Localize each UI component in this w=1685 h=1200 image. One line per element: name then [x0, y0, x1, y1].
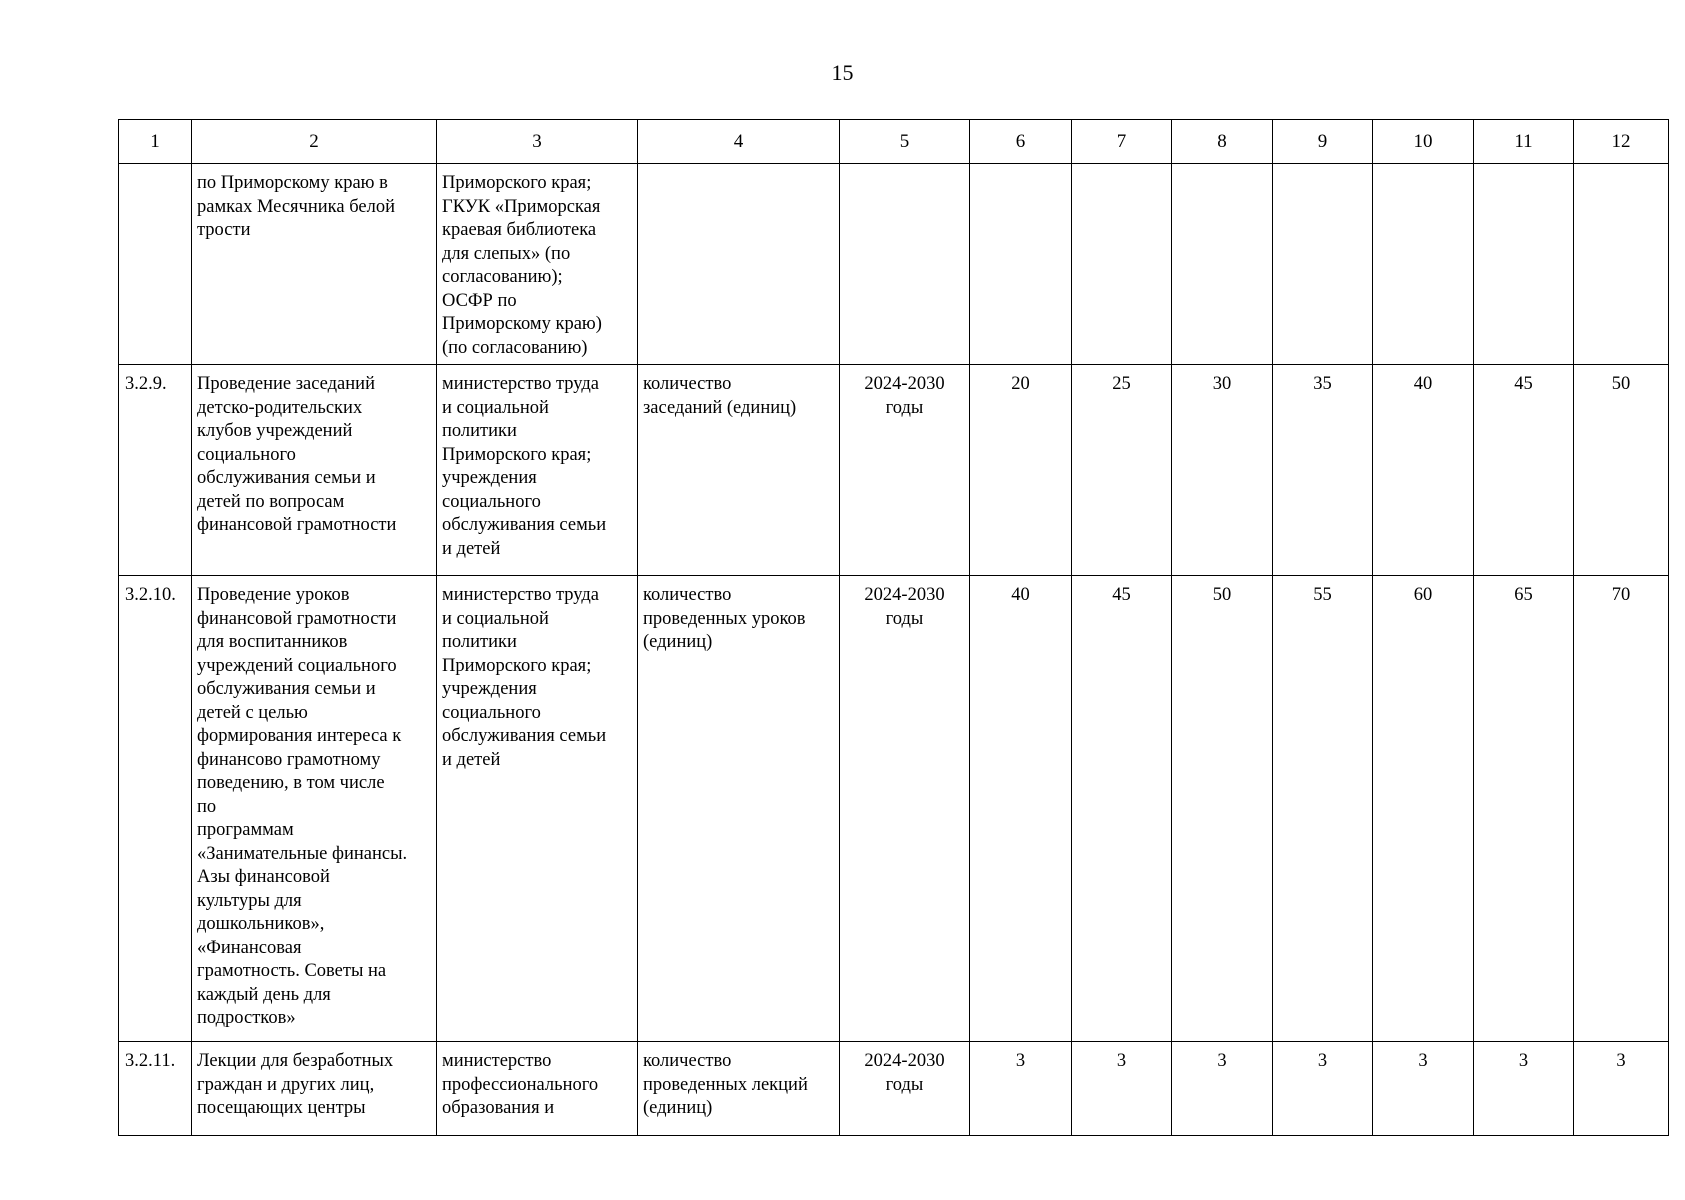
value-cell: 3 [970, 1042, 1072, 1136]
executor-cell: министерство профессионального образования и [437, 1042, 638, 1136]
value-cell: 45 [1474, 365, 1574, 576]
value-cell: 3 [1474, 1042, 1574, 1136]
indicator-cell: количество заседаний (единиц) [638, 365, 840, 576]
item-number: 3.2.10. [119, 576, 192, 1042]
executor-cell: Приморского края; ГКУК «Приморская краевая библиотека для слепых» (по согласованию); ОСФР по Приморскому краю) (по согласованию) [437, 164, 638, 365]
table-header-row [119, 120, 1669, 164]
value-cell [1072, 164, 1172, 365]
column-header: 7 [1072, 120, 1172, 164]
measures-table [118, 119, 1669, 1136]
value-cell: 3 [1273, 1042, 1373, 1136]
event-cell: Проведение заседаний детско-родительских клубов учреждений социального обслуживания семьи и детей по вопросам финансовой грамотности [192, 365, 437, 576]
value-cell: 50 [1172, 576, 1273, 1042]
value-cell: 3 [1574, 1042, 1669, 1136]
column-header: 2 [192, 120, 437, 164]
value-cell: 40 [1373, 365, 1474, 576]
period-cell: 2024-2030 годы [840, 1042, 970, 1136]
item-number [119, 164, 192, 365]
value-cell: 3 [1373, 1042, 1474, 1136]
event-cell: Проведение уроков финансовой грамотности для воспитанников учреждений социального обслуживания семьи и детей с целью формирования интереса к финансово грамотному поведению, в том числе по программам «Занимательные финансы. Азы финансовой культуры для дошкольников», «Финансовая грамотность. Советы на каждый день для подростков» [192, 576, 437, 1042]
executor-cell: министерство труда и социальной политики Приморского края; учреждения социального обслуживания семьи и детей [437, 576, 638, 1042]
indicator-cell [638, 164, 840, 365]
item-number: 3.2.9. [119, 365, 192, 576]
column-header: 5 [840, 120, 970, 164]
value-cell: 45 [1072, 576, 1172, 1042]
period-cell: 2024-2030 годы [840, 365, 970, 576]
column-header: 11 [1474, 120, 1574, 164]
column-header: 8 [1172, 120, 1273, 164]
value-cell: 30 [1172, 365, 1273, 576]
value-cell: 40 [970, 576, 1072, 1042]
value-cell: 60 [1373, 576, 1474, 1042]
table-row [119, 576, 1669, 1042]
value-cell: 3 [1172, 1042, 1273, 1136]
value-cell: 35 [1273, 365, 1373, 576]
column-header: 3 [437, 120, 638, 164]
item-number: 3.2.11. [119, 1042, 192, 1136]
value-cell [1172, 164, 1273, 365]
column-header: 12 [1574, 120, 1669, 164]
value-cell [1273, 164, 1373, 365]
executor-cell: министерство труда и социальной политики Приморского края; учреждения социального обслуживания семьи и детей [437, 365, 638, 576]
value-cell [1474, 164, 1574, 365]
value-cell: 50 [1574, 365, 1669, 576]
value-cell [1574, 164, 1669, 365]
column-header: 6 [970, 120, 1072, 164]
period-cell [840, 164, 970, 365]
page-number: 15 [831, 60, 854, 85]
value-cell: 70 [1574, 576, 1669, 1042]
value-cell [1373, 164, 1474, 365]
value-cell: 3 [1072, 1042, 1172, 1136]
column-header: 9 [1273, 120, 1373, 164]
table-row [119, 164, 1669, 365]
value-cell: 20 [970, 365, 1072, 576]
indicator-cell: количество проведенных уроков (единиц) [638, 576, 840, 1042]
value-cell: 55 [1273, 576, 1373, 1042]
indicator-cell: количество проведенных лекций (единиц) [638, 1042, 840, 1136]
value-cell: 65 [1474, 576, 1574, 1042]
table-row [119, 365, 1669, 576]
value-cell [970, 164, 1072, 365]
column-header: 1 [119, 120, 192, 164]
event-cell: Лекции для безработных граждан и других лиц, посещающих центры [192, 1042, 437, 1136]
event-cell: по Приморскому краю в рамках Месячника белой трости [192, 164, 437, 365]
table-row [119, 1042, 1669, 1136]
column-header: 10 [1373, 120, 1474, 164]
period-cell: 2024-2030 годы [840, 576, 970, 1042]
column-header: 4 [638, 120, 840, 164]
value-cell: 25 [1072, 365, 1172, 576]
